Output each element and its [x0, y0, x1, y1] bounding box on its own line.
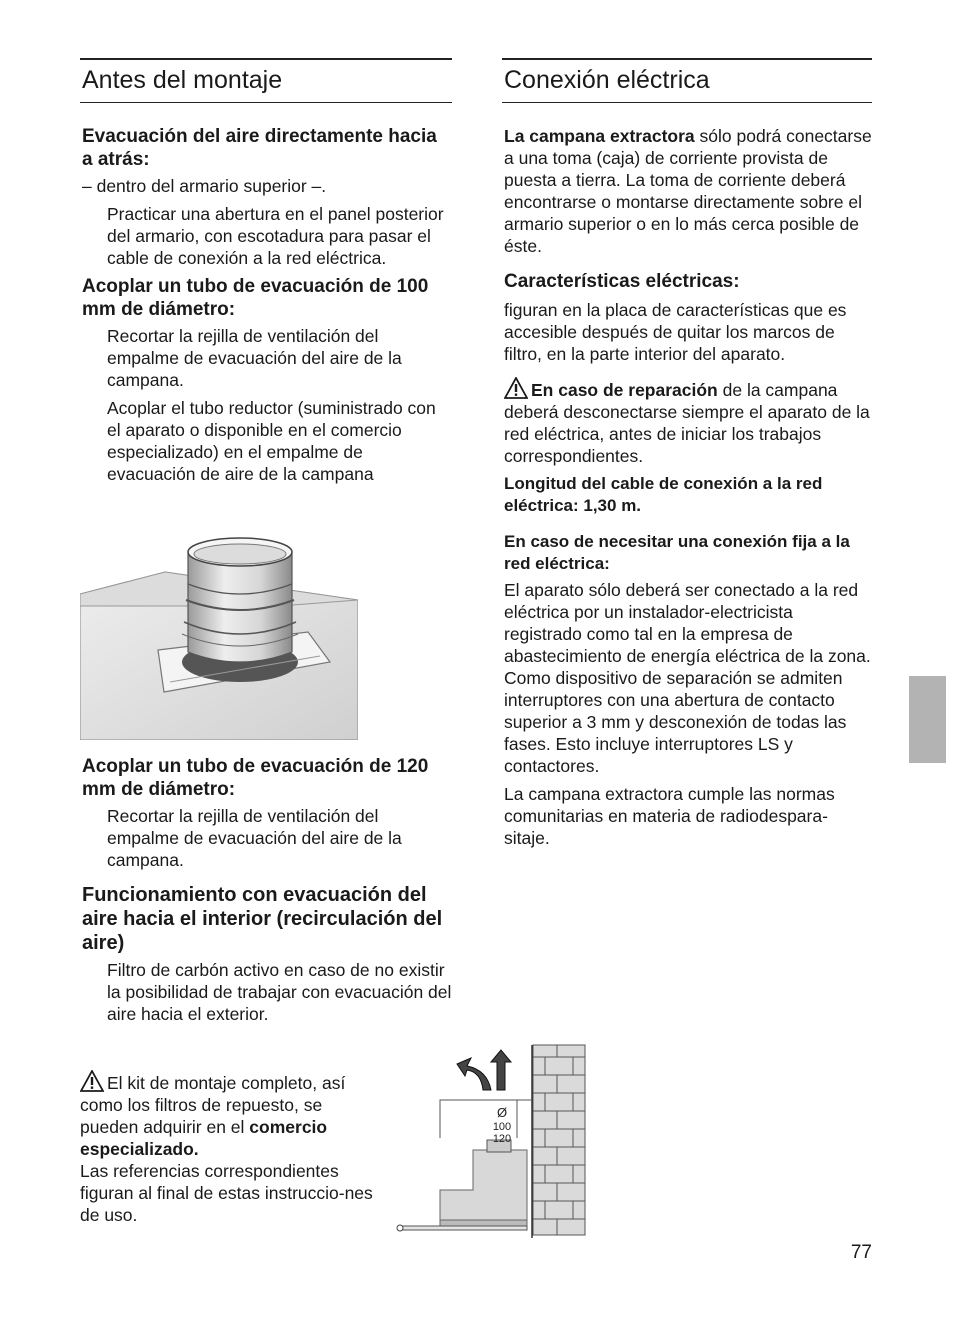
paragraph-filtro-carbon: Filtro de carbón activo en caso de no existir la posibilidad de trabajar con evacuación del aire hacia el exterior.: [107, 960, 452, 1024]
paragraph-tubo-reductor: Acoplar el tubo reductor (suministrado con el aparato o disponible en el comercio especializado) en el empalme de evacuación de aire de la campana: [107, 398, 436, 484]
section-title-antes: Antes del montaje: [80, 58, 452, 103]
left-lower: [80, 755, 452, 1031]
note-bold: comercio especializado.: [80, 1117, 328, 1159]
paragraph-reparacion: [504, 377, 872, 467]
heading-caracteristicas: Características eléctricas:: [504, 271, 740, 292]
diameter-100: 100: [492, 1121, 512, 1133]
page-number: 77: [850, 1242, 872, 1263]
warning-icon: [504, 377, 528, 399]
heading-conexion-fija: En caso de necesitar una conexión fija a la red eléctrica:: [504, 532, 850, 573]
heading-longitud-cable: Longitud del cable de conexión a la red eléctrica: 1,30 m.: [504, 474, 823, 515]
toma-text: sólo podrá conectarse a una toma (caja) de corriente provista de puesta a tierra. La toma de corriente deberá encontrarse o montarse directamente sobre el armario superior o en lo más cerca posible de éste.: [504, 126, 872, 256]
recirculation-diagram: [395, 1040, 590, 1240]
paragraph-abertura: Practicar una abertura en el panel posterior del armario, con escotadura para pasar el cable de conexión a la red eléctrica.: [107, 204, 444, 268]
heading-tubo-100: Acoplar un tubo de evacuación de 100 mm de diámetro:: [82, 276, 429, 320]
paragraph-recortar-120: Recortar la rejilla de ventilación del empalme de evacuación del aire de la campana.: [107, 806, 402, 870]
warning-icon: [80, 1070, 104, 1092]
note-text-2: Las referencias correspondientes figuran al final de estas instruccio-nes de uso.: [80, 1161, 373, 1225]
paragraph-placa: figuran en la placa de características que es accesible después de quitar los marcos de filtro, en la parte interior del aparato.: [504, 300, 847, 364]
campana-bold: La campana extractora: [504, 126, 695, 146]
note-text-1: El kit de montaje completo, así como los filtros de repuesto, se pueden adquirir en el: [80, 1073, 346, 1137]
dash-line: – dentro del armario superior –.: [82, 176, 327, 196]
paragraph-recortar-100: Recortar la rejilla de ventilación del empalme de evacuación del aire de la campana.: [107, 326, 402, 390]
heading-recirculacion: Funcionamiento con evacuación del aire hacia el interior (recirculación del aire): [82, 884, 443, 954]
diameter-120: 120: [492, 1133, 512, 1145]
section-tab-marker: [909, 676, 946, 763]
hood-outlet-illustration: [80, 522, 358, 740]
left-column: [80, 58, 452, 491]
heading-tubo-120: Acoplar un tubo de evacuación de 120 mm de diámetro:: [82, 756, 429, 800]
section-title-conexion: Conexión eléctrica: [502, 58, 872, 103]
right-column: [502, 58, 872, 855]
paragraph-toma-corriente: [504, 125, 872, 257]
paragraph-normas: La campana extractora cumple las normas comunitarias en materia de radiodespara-sitaje.: [504, 784, 835, 848]
note-kit-montaje: [80, 1070, 380, 1232]
reparacion-bold: En caso de reparación: [531, 380, 718, 400]
reparacion-text: de la campana deberá desconectarse siempre el aparato de la red eléctrica, antes de iniciar los trabajos correspondientes.: [504, 380, 870, 466]
paragraph-instalador: El aparato sólo deberá ser conectado a la red eléctrica por un instalador-electricista registrado como tal en la empresa de abastecimiento de energía eléctrica de la zona. Como dispositivo de separación se admiten interruptores con una abertura de contacto superior a 3 mm y desconexión de todas las fases. Esto incluye interruptores LS y contactores.: [504, 580, 871, 776]
heading-evacuacion-atras: Evacuación del aire directamente hacia a atrás:: [82, 126, 437, 170]
diameter-symbol: Ø: [496, 1105, 508, 1120]
